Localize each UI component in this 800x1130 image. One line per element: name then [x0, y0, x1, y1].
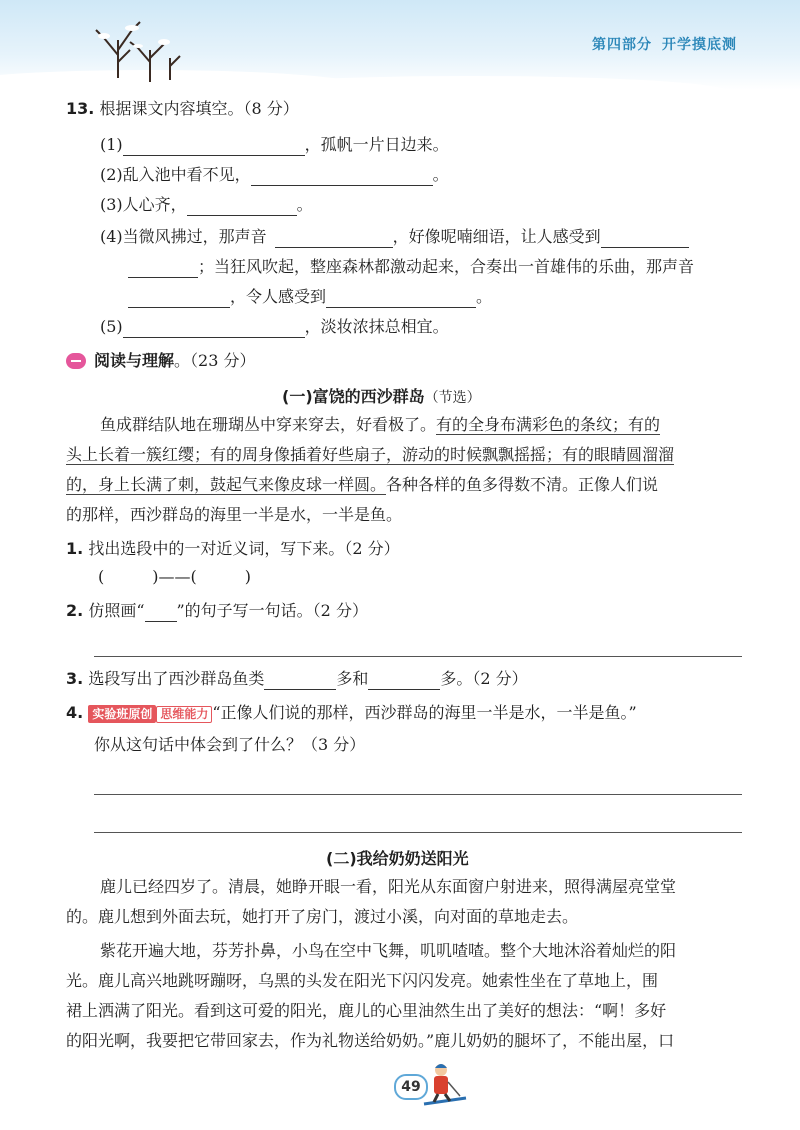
passage2-p1-line2: 的。鹿儿想到外面去玩，她打开了房门，渡过小溪，向对面的草地走去。 [66, 907, 579, 926]
header-part: 第四部分 [592, 37, 652, 53]
question-4-line2-text: 你从这句话中体会到了什么？（3 分） [94, 735, 366, 754]
passage2-p2-line3: 裙上洒满了阳光。看到这可爱的阳光，鹿儿的心里油然生出了美好的想法：“啊！多好 [66, 1001, 667, 1020]
q13-item2 [100, 164, 449, 186]
passage2-p2-line4: 的阳光啊，我要把它带回家去，作为礼物送给奶奶。”鹿儿奶奶的腿坏了，不能出屋，口 [66, 1031, 675, 1050]
question-2-answer-line[interactable] [94, 656, 742, 657]
question-2-text-b: ”的句子写一句话。（2 分） [176, 601, 368, 620]
passage1-line2-underlined: 头上长着一簇红缨；有的周身像插着好些扇子，游动的时候飘飘摇摇；有的眼睛圆溜溜 [66, 445, 675, 464]
question-3-text-a: 选段写出了西沙群岛鱼类 [88, 669, 265, 688]
original-question-tag: 实验班原创 [88, 705, 156, 723]
header-label [592, 34, 747, 54]
question-1 [66, 538, 400, 560]
thinking-ability-tag: 思维能力 [156, 706, 212, 723]
question-1-answer-text: ( )——( ) [98, 567, 251, 586]
q13-item5-label: (5) [100, 317, 123, 336]
q13-item4-line2 [128, 256, 694, 278]
passage1-line3-underlined: 的，身上长满了刺，鼓起气来像皮球一样圆。 [66, 475, 387, 494]
passage2-title: (二)我给奶奶送阳光 [326, 849, 469, 868]
section-two-score: 。（23 分） [174, 351, 256, 370]
answer-blank[interactable] [326, 291, 476, 308]
section-two-title: 阅读与理解 [94, 351, 175, 370]
q13-item5 [100, 316, 449, 338]
page-number: 49 [394, 1074, 428, 1100]
section-two-heading [94, 350, 255, 372]
question-3-number: 3. [66, 669, 84, 688]
q13-item4-line1 [100, 226, 689, 248]
q13-item4-line2-text: ；当狂风吹起，整座森林都激动起来，合奏出一首雄伟的乐曲，那声音 [198, 257, 695, 276]
passage1-line1-a: 鱼成群结队地在珊瑚丛中穿来穿去，好看极了。 [100, 415, 437, 434]
q13-item4-line3 [128, 286, 492, 308]
question-4-answer-line-1[interactable] [94, 794, 742, 795]
question-3 [66, 668, 528, 690]
question-4-number: 4. [66, 703, 84, 722]
q13-text: 根据课文内容填空。（8 分） [99, 99, 299, 118]
passage1-line3 [66, 474, 658, 496]
passage2-p2-line2: 光。鹿儿高兴地跳呀蹦呀，乌黑的头发在阳光下闪闪发亮。她索性坐在了草地上，围 [66, 971, 659, 990]
question-4-quote: “正像人们说的那样，西沙群岛的海里一半是水，一半是鱼。” [212, 703, 637, 722]
answer-blank[interactable] [128, 261, 198, 278]
answer-blank[interactable] [128, 291, 230, 308]
passage1-title [282, 384, 481, 407]
q13-item4-mid2: ，令人感受到 [230, 287, 327, 306]
answer-blank[interactable] [251, 169, 433, 186]
question-2-number: 2. [66, 601, 84, 620]
answer-blank[interactable] [187, 199, 297, 216]
q13-item1-label: (1) [100, 135, 123, 154]
passage1-line4 [66, 504, 402, 526]
answer-blank[interactable] [123, 139, 305, 156]
passage2-p1-line1: 鹿儿已经四岁了。清晨，她睁开眼一看，阳光从东面窗户射进来，照得满屋亮堂堂 [100, 877, 677, 896]
question-4-line2 [94, 734, 365, 756]
answer-blank[interactable] [264, 673, 336, 690]
passage1-line3-b: 各种各样的鱼多得数不清。正像人们说 [386, 475, 659, 494]
question-3-text-c: 多。（2 分） [440, 669, 528, 688]
answer-blank[interactable] [123, 321, 305, 338]
header-banner [0, 0, 800, 90]
q13-item3 [100, 194, 313, 216]
answer-blank[interactable] [601, 231, 689, 248]
q13-item4-text: (4)当微风拂过，那声音 [100, 227, 267, 246]
passage1-line1 [100, 414, 660, 436]
section-two-icon [66, 353, 86, 369]
question-2-text-a: 仿照画“ [88, 601, 145, 620]
question-3-text-b: 多和 [336, 669, 369, 688]
answer-blank[interactable] [368, 673, 440, 690]
question-1-number: 1. [66, 539, 84, 558]
q13-number: 13. [66, 99, 95, 118]
q13-item4-mid: ，好像呢喃细语，让人感受到 [392, 227, 601, 246]
q13-item3-end: 。 [296, 195, 313, 214]
q13-item2-end: 。 [432, 165, 449, 184]
question-2 [66, 600, 368, 622]
passage1-line4-text: 的那样，西沙群岛的海里一半是水，一半是鱼。 [66, 505, 403, 524]
underline-sample [145, 607, 177, 622]
question-1-answer-pair[interactable] [98, 566, 251, 588]
q13-item3-text: (3)人心齐， [100, 195, 187, 214]
question-1-text: 找出选段中的一对近义词，写下来。（2 分） [88, 539, 400, 558]
q13-item1 [100, 134, 449, 156]
answer-blank[interactable] [275, 231, 393, 248]
passage1-line1-underlined: 有的全身布满彩色的条纹；有的 [436, 415, 661, 434]
header-section: 开学摸底测 [662, 37, 737, 53]
q13-item5-text: ，淡妆浓抹总相宜。 [304, 317, 449, 336]
q13-item4-end: 。 [476, 287, 493, 306]
q13-item1-text: ，孤帆一片日边来。 [304, 135, 449, 154]
passage2-p2-line1: 紫花开遍大地，芬芳扑鼻，小鸟在空中飞舞，叽叽喳喳。整个大地沐浴着灿烂的阳 [100, 941, 677, 960]
question-4-answer-line-2[interactable] [94, 832, 742, 833]
q13-prompt [66, 98, 299, 120]
passage1-title-text: (一)富饶的西沙群岛 [282, 387, 425, 406]
passage1-title-note: （节选） [424, 390, 481, 406]
question-4 [66, 702, 637, 724]
q13-item2-text: (2)乱入池中看不见， [100, 165, 251, 184]
passage1-line2 [66, 444, 674, 466]
